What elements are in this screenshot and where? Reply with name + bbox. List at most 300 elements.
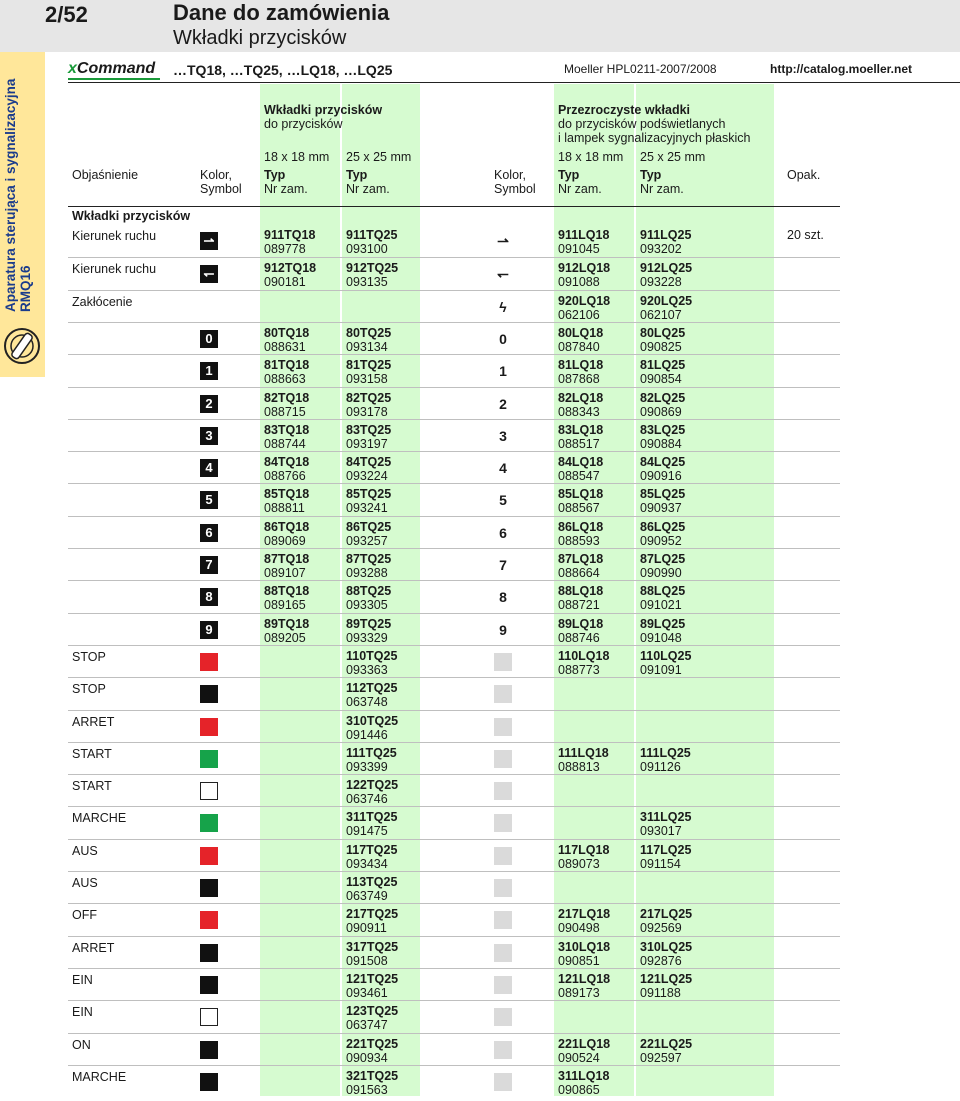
- digit-symbol: 6: [200, 524, 218, 542]
- order-number: 093305: [346, 598, 388, 613]
- digit-symbol: 6: [499, 524, 507, 541]
- order-number: 090952: [640, 533, 682, 548]
- type-code: 221TQ25: [346, 1036, 399, 1051]
- table-row: [68, 225, 840, 257]
- order-cell-tq25: [346, 487, 391, 515]
- type-code: 85LQ25: [640, 487, 686, 502]
- type-code: 110LQ18: [558, 648, 610, 663]
- order-cell-tq25: [346, 714, 398, 742]
- order-cell-lq18: [558, 326, 603, 354]
- type-code: 311LQ25: [640, 810, 692, 825]
- type-code: 80TQ18: [264, 325, 310, 340]
- type-code: 82LQ18: [558, 390, 604, 405]
- order-number: 090934: [346, 1050, 388, 1065]
- order-number: 063746: [346, 792, 388, 807]
- order-number: 091563: [346, 1082, 388, 1097]
- order-number: 063748: [346, 695, 388, 710]
- order-number: 088813: [558, 759, 600, 774]
- red-color-swatch: [200, 847, 218, 865]
- order-number: 092597: [640, 1050, 682, 1065]
- table-row: [68, 483, 840, 516]
- table-row: [68, 290, 840, 323]
- type-code: 84TQ18: [264, 455, 310, 470]
- order-number: 089205: [264, 630, 306, 645]
- order-cell-lq18: [558, 649, 609, 677]
- table-row: [68, 710, 840, 743]
- digit-symbol: 8: [200, 588, 218, 606]
- arrow-left-icon: ↽: [200, 265, 218, 283]
- right-group-subtitle: do przycisków podświetlanych: [558, 117, 726, 131]
- digit-symbol: 9: [499, 621, 507, 638]
- order-number: 093399: [346, 759, 388, 774]
- row-description: Zakłócenie: [72, 294, 133, 309]
- type-code: 87LQ25: [640, 552, 686, 566]
- type-code: 85LQ18: [558, 487, 604, 502]
- catalog-url[interactable]: http://catalog.moeller.net: [770, 62, 913, 76]
- type-code: 86LQ25: [640, 519, 686, 534]
- col-nrzam: Nr zam.: [640, 182, 684, 196]
- order-number: 090937: [640, 501, 682, 516]
- order-cell-lq18: [558, 1069, 609, 1097]
- arrow-right-icon: ⇀: [497, 233, 509, 249]
- digit-symbol: 0: [499, 330, 507, 347]
- table-row: [68, 968, 840, 1001]
- order-number: 088766: [264, 469, 306, 484]
- order-cell-tq18: [264, 455, 309, 483]
- arrow-right-icon: ⇀: [200, 232, 218, 250]
- col-nrzam: Nr zam.: [346, 182, 390, 196]
- sidebar-label: Aparatura sterująca i sygnalizacyjna RMQ16: [3, 78, 33, 312]
- order-cell-lq25: [640, 810, 691, 838]
- order-number: 088811: [264, 501, 305, 516]
- type-code: 113TQ25: [346, 875, 398, 889]
- row-description: OFF: [72, 908, 97, 923]
- order-number: 088744: [264, 436, 306, 451]
- table-row: [68, 742, 840, 775]
- digit-symbol: 9: [200, 621, 218, 639]
- col-typ: Typ: [346, 168, 368, 182]
- row-description: AUS: [72, 876, 98, 890]
- clear-insert-swatch: [494, 1008, 512, 1026]
- size-18: 18 x 18 mm: [264, 150, 330, 164]
- order-number: 093224: [346, 469, 388, 484]
- order-cell-lq25: [640, 487, 685, 515]
- digit-symbol: 3: [499, 427, 507, 444]
- type-code: 111LQ18: [558, 745, 609, 760]
- order-cell-tq25: [346, 520, 391, 548]
- type-code: 82TQ25: [346, 390, 392, 405]
- type-code: 110LQ25: [640, 648, 692, 663]
- table-row: [68, 516, 840, 549]
- table-row: [68, 1033, 840, 1066]
- type-code: 84LQ18: [558, 455, 604, 470]
- order-cell-tq25: [346, 972, 398, 1000]
- order-cell-lq25: [640, 552, 685, 580]
- type-code: 83LQ18: [558, 422, 604, 437]
- order-number: 087868: [558, 372, 600, 387]
- order-number: 091048: [640, 630, 682, 645]
- type-code: 911TQ18: [264, 228, 316, 242]
- type-code: 89LQ18: [558, 616, 604, 631]
- table-row: [68, 322, 840, 355]
- black-color-swatch: [200, 1073, 218, 1091]
- order-number: 088721: [558, 598, 600, 613]
- type-code: 311LQ18: [558, 1068, 610, 1083]
- order-number: 091475: [346, 824, 388, 839]
- order-number: 093100: [346, 242, 388, 256]
- table-row: [68, 839, 840, 872]
- row-description: Kierunek ruchu: [72, 229, 157, 243]
- order-number: 062106: [558, 307, 600, 322]
- col-nrzam: Nr zam.: [264, 182, 308, 196]
- clear-insert-swatch: [494, 750, 512, 768]
- order-cell-tq25: [346, 746, 397, 774]
- table-row: [68, 257, 840, 290]
- page-title: Dane do zamówienia: [173, 0, 390, 25]
- table-row: [68, 613, 840, 646]
- order-number: 091446: [346, 727, 388, 742]
- order-cell-lq18: [558, 455, 603, 483]
- section-title: Wkładki przycisków: [72, 209, 191, 223]
- clear-insert-swatch: [494, 1073, 512, 1091]
- order-cell-tq25: [346, 843, 397, 871]
- order-cell-lq25: [640, 649, 691, 677]
- black-color-swatch: [200, 685, 218, 703]
- digit-symbol: 4: [200, 459, 218, 477]
- lightning-icon: ϟ: [499, 298, 507, 315]
- type-code: 110TQ25: [346, 648, 398, 663]
- type-code: 912LQ18: [558, 261, 611, 276]
- clear-insert-swatch: [494, 685, 512, 703]
- order-cell-lq25: [640, 423, 685, 451]
- type-code: 83LQ25: [640, 422, 686, 437]
- type-code: 217TQ25: [346, 907, 399, 922]
- order-cell-lq25: [640, 520, 685, 548]
- order-number: 093363: [346, 662, 388, 677]
- order-cell-lq25: [640, 391, 685, 419]
- order-cell-lq25: [640, 907, 692, 935]
- order-cell-tq18: [264, 261, 316, 289]
- clear-insert-swatch: [494, 1041, 512, 1059]
- order-cell-lq25: [640, 294, 692, 322]
- type-code: 81TQ18: [264, 358, 310, 373]
- type-code: 217LQ25: [640, 907, 693, 922]
- size-18: 18 x 18 mm: [558, 150, 624, 164]
- type-code: 81TQ25: [346, 358, 392, 373]
- order-cell-tq18: [264, 617, 309, 645]
- order-cell-tq25: [346, 810, 397, 838]
- table-row: [68, 1000, 840, 1033]
- row-description: ARRET: [72, 714, 115, 729]
- clear-insert-swatch: [494, 782, 512, 800]
- order-cell-tq25: [346, 681, 397, 709]
- brand-logo: xCommand: [68, 60, 155, 78]
- type-code: 80LQ25: [640, 325, 686, 340]
- order-number: 090851: [558, 953, 600, 968]
- type-code: 80LQ18: [558, 325, 604, 340]
- order-cell-tq25: [346, 391, 391, 419]
- table-row: [68, 1065, 840, 1098]
- order-number: 091021: [640, 598, 682, 613]
- order-cell-lq18: [558, 520, 603, 548]
- table-row: [68, 548, 840, 581]
- type-code: 321TQ25: [346, 1068, 399, 1083]
- order-number: 088773: [558, 662, 600, 677]
- type-code: 82TQ18: [264, 390, 310, 405]
- red-color-swatch: [200, 911, 218, 929]
- digit-symbol: 7: [499, 557, 507, 573]
- row-description: EIN: [72, 1005, 93, 1020]
- order-number: 091091: [640, 662, 682, 677]
- order-number: 093288: [346, 566, 388, 580]
- type-code: 86TQ25: [346, 519, 392, 534]
- order-cell-lq18: [558, 261, 610, 289]
- digit-symbol: 7: [200, 556, 218, 574]
- order-cell-lq18: [558, 228, 609, 256]
- black-color-swatch: [200, 1041, 218, 1059]
- type-code: 117TQ25: [346, 842, 398, 857]
- type-code: 911TQ25: [346, 228, 398, 242]
- col-typ: Typ: [558, 168, 580, 182]
- page-subtitle: Wkładki przycisków: [173, 27, 347, 49]
- order-number: 088715: [264, 404, 306, 419]
- type-code: 121LQ18: [558, 971, 611, 986]
- size-25: 25 x 25 mm: [640, 150, 706, 164]
- type-code: 87LQ18: [558, 552, 604, 566]
- order-cell-lq18: [558, 940, 610, 968]
- red-color-swatch: [200, 653, 218, 671]
- type-code: 310TQ25: [346, 713, 399, 728]
- order-cell-tq25: [346, 1069, 398, 1097]
- type-code: 117LQ25: [640, 842, 692, 857]
- white-color-swatch: [200, 782, 218, 800]
- order-number: 091188: [640, 985, 681, 1000]
- order-cell-tq25: [346, 778, 398, 806]
- digit-symbol: 3: [200, 427, 218, 445]
- row-description: MARCHE: [72, 811, 127, 826]
- type-code: 911LQ18: [558, 228, 610, 242]
- order-cell-tq25: [346, 358, 391, 386]
- type-code: 89TQ25: [346, 616, 392, 631]
- type-code: 912TQ25: [346, 261, 399, 276]
- digit-symbol: 8: [499, 589, 507, 606]
- type-code: 86LQ18: [558, 519, 604, 534]
- order-number: 090498: [558, 921, 600, 936]
- table-row: [68, 774, 840, 807]
- order-cell-lq25: [640, 972, 692, 1000]
- order-cell-lq18: [558, 294, 610, 322]
- order-cell-lq25: [640, 455, 685, 483]
- order-number: 093434: [346, 856, 388, 871]
- order-number: 063747: [346, 1018, 388, 1033]
- order-number: 090990: [640, 566, 682, 580]
- order-cell-tq18: [264, 520, 309, 548]
- order-cell-tq25: [346, 940, 398, 968]
- selector-switch-icon: [2, 322, 42, 366]
- order-number: 089073: [558, 856, 600, 871]
- arrow-left-icon: ↽: [497, 266, 509, 283]
- order-number: 093197: [346, 436, 388, 451]
- order-number: 088663: [264, 372, 306, 387]
- row-description: START: [72, 779, 112, 794]
- order-cell-lq25: [640, 940, 692, 968]
- type-code: 217LQ18: [558, 907, 611, 922]
- order-cell-lq25: [640, 358, 685, 386]
- clear-insert-swatch: [494, 911, 512, 929]
- order-cell-tq25: [346, 907, 398, 935]
- order-number: 088593: [558, 533, 600, 548]
- col-kolor: Kolor,: [494, 168, 526, 182]
- red-color-swatch: [200, 718, 218, 736]
- type-code: 88TQ25: [346, 584, 392, 599]
- order-number: 089069: [264, 533, 306, 548]
- digit-symbol: 1: [499, 363, 507, 380]
- order-number: 093329: [346, 630, 388, 645]
- order-cell-tq18: [264, 423, 309, 451]
- order-number: 090524: [558, 1050, 600, 1065]
- order-cell-tq25: [346, 875, 397, 903]
- clear-insert-swatch: [494, 879, 512, 897]
- order-number: 093178: [346, 404, 388, 419]
- order-number: 093017: [640, 824, 682, 839]
- order-cell-lq18: [558, 907, 610, 935]
- order-cell-lq18: [558, 487, 603, 515]
- row-description: AUS: [72, 843, 98, 858]
- type-code: 221LQ25: [640, 1036, 693, 1051]
- order-number: 090825: [640, 339, 682, 354]
- type-code: 317TQ25: [346, 939, 399, 954]
- green-color-swatch: [200, 750, 218, 768]
- row-description: ARRET: [72, 940, 115, 955]
- pack-quantity: 20 szt.: [787, 228, 824, 242]
- order-number: 088746: [558, 630, 600, 645]
- row-description: ON: [72, 1037, 91, 1052]
- order-number: 092569: [640, 921, 682, 936]
- order-number: 063749: [346, 889, 388, 903]
- order-number: 088631: [264, 339, 306, 354]
- order-cell-lq18: [558, 972, 610, 1000]
- order-number: 090854: [640, 372, 682, 387]
- table-row: [68, 677, 840, 710]
- type-code: 310LQ25: [640, 939, 693, 954]
- type-code: 84LQ25: [640, 455, 686, 470]
- order-number: 088567: [558, 501, 600, 516]
- type-code: 920LQ25: [640, 293, 693, 308]
- green-color-swatch: [200, 814, 218, 832]
- order-cell-tq25: [346, 552, 391, 580]
- order-cell-tq25: [346, 261, 398, 289]
- type-code: 84TQ25: [346, 455, 392, 470]
- type-code: 88LQ18: [558, 584, 604, 599]
- order-number: 093135: [346, 275, 388, 290]
- type-code: 88TQ18: [264, 584, 310, 599]
- type-code: 911LQ25: [640, 228, 692, 242]
- order-number: 089165: [264, 598, 306, 613]
- order-number: 090911: [346, 921, 387, 936]
- type-code: 121TQ25: [346, 971, 399, 986]
- table-row: [68, 580, 840, 613]
- digit-symbol: 5: [499, 492, 507, 509]
- order-cell-lq25: [640, 617, 685, 645]
- order-number: 088664: [558, 566, 600, 580]
- type-code: 122TQ25: [346, 778, 399, 793]
- order-number: 062107: [640, 307, 682, 322]
- left-group-subtitle: do przycisków: [264, 117, 343, 131]
- order-cell-lq18: [558, 584, 603, 612]
- type-code: 111TQ25: [346, 745, 397, 760]
- product-range: …TQ18, …TQ25, …LQ18, …LQ25: [173, 62, 393, 78]
- order-cell-lq25: [640, 584, 685, 612]
- order-number: 091126: [640, 759, 681, 774]
- order-cell-tq18: [264, 391, 309, 419]
- order-cell-lq25: [640, 228, 691, 256]
- type-code: 87TQ18: [264, 552, 310, 566]
- row-description: EIN: [72, 972, 93, 987]
- type-code: 912TQ18: [264, 261, 317, 276]
- table-row: [68, 903, 840, 936]
- order-number: 093158: [346, 372, 388, 387]
- order-number: 091045: [558, 242, 600, 256]
- table-header-rule: [68, 206, 840, 207]
- order-number: 090884: [640, 436, 682, 451]
- order-cell-lq25: [640, 261, 692, 289]
- order-number: 090916: [640, 469, 682, 484]
- header-rule: [68, 82, 960, 83]
- order-cell-lq18: [558, 1037, 610, 1065]
- col-symbol: Symbol: [200, 182, 242, 196]
- type-code: 310LQ18: [558, 939, 611, 954]
- order-number: 093241: [346, 501, 388, 516]
- row-description: STOP: [72, 682, 106, 697]
- order-number: 093257: [346, 533, 388, 548]
- order-number: 088517: [558, 436, 600, 451]
- table-row: [68, 936, 840, 969]
- type-code: 88LQ25: [640, 584, 686, 599]
- order-cell-lq18: [558, 746, 609, 774]
- order-cell-tq25: [346, 455, 391, 483]
- clear-insert-swatch: [494, 847, 512, 865]
- order-number: 093134: [346, 339, 388, 354]
- table-row: [68, 645, 840, 678]
- clear-insert-swatch: [494, 653, 512, 671]
- digit-symbol: 5: [200, 491, 218, 509]
- order-cell-tq18: [264, 487, 309, 515]
- type-code: 83TQ18: [264, 422, 310, 437]
- digit-symbol: 0: [200, 330, 218, 348]
- order-cell-tq18: [264, 326, 309, 354]
- order-cell-lq25: [640, 1037, 692, 1065]
- type-code: 89LQ25: [640, 616, 686, 631]
- type-code: 85TQ25: [346, 487, 392, 502]
- clear-insert-swatch: [494, 976, 512, 994]
- type-code: 82LQ25: [640, 390, 686, 405]
- order-number: 090869: [640, 404, 682, 419]
- order-number: 090865: [558, 1082, 600, 1097]
- order-number: 091088: [558, 275, 600, 290]
- type-code: 80TQ25: [346, 325, 392, 340]
- order-cell-lq25: [640, 746, 691, 774]
- type-code: 221LQ18: [558, 1036, 611, 1051]
- size-25: 25 x 25 mm: [346, 150, 412, 164]
- order-number: 092876: [640, 953, 682, 968]
- order-cell-lq25: [640, 843, 691, 871]
- white-color-swatch: [200, 1008, 218, 1026]
- col-nrzam: Nr zam.: [558, 182, 602, 196]
- order-cell-tq25: [346, 617, 391, 645]
- digit-symbol: 2: [200, 395, 218, 413]
- type-code: 920LQ18: [558, 293, 611, 308]
- order-number: 089778: [264, 242, 306, 256]
